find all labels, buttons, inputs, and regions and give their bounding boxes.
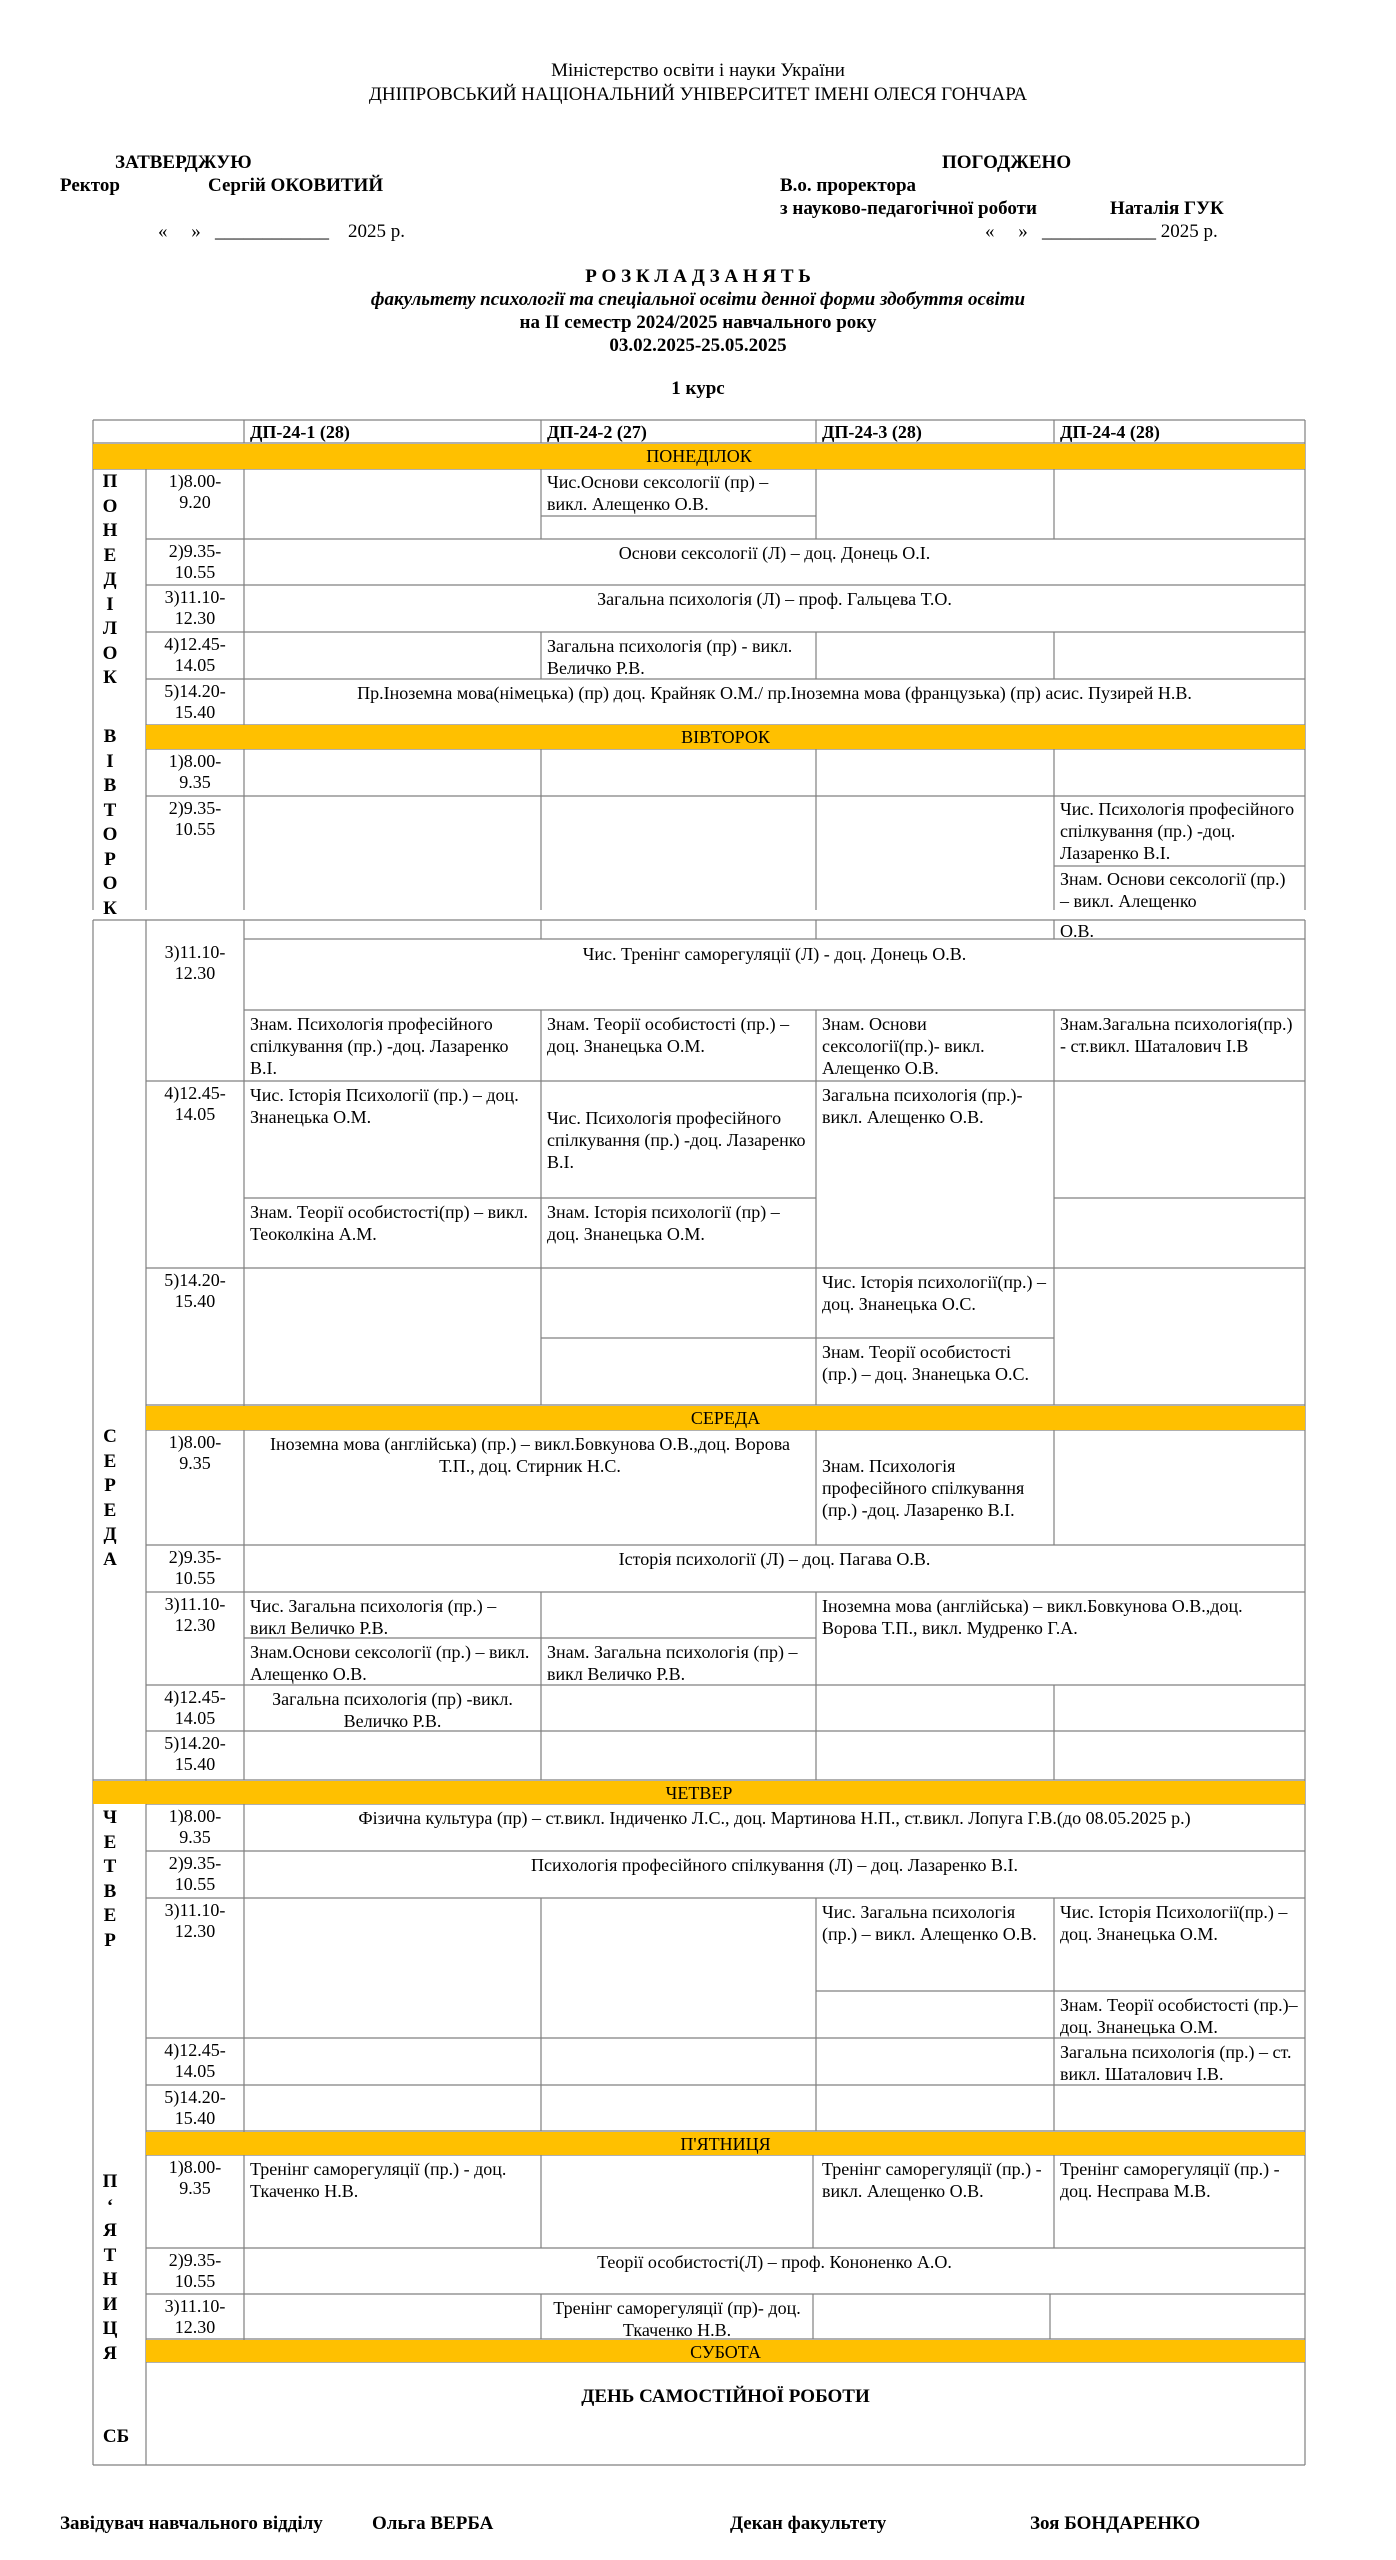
thu-p3-g3: Чис. Загальна психологія (пр.) – викл. Алещенко О.В.: [822, 1902, 1037, 1944]
tue-p3: Чис. Тренінг саморегуляції (Л) - доц. Донець О.В.: [582, 944, 967, 964]
day-header-wednesday: СЕРЕДА: [146, 1406, 1305, 1430]
time-tue-4: 4)12.45- 14.05: [164, 1083, 226, 1124]
agree-title: ПОГОДЖЕНО: [942, 152, 1072, 173]
ministry-name: Міністерство освіти і науки України: [551, 60, 845, 81]
tue-p3-g4: Знам.Загальна психологія(пр.) - ст.викл. Шаталович І.В: [1060, 1014, 1293, 1056]
group-header-2: ДП-24-2 (27): [547, 422, 647, 442]
time-wed-3: 3)11.10- 12.30: [164, 1594, 226, 1635]
time-fri-2: 2)9.35- 10.55: [168, 2250, 222, 2291]
tue-p3-g3: Знам. Основи сексології(пр.)- викл. Алещенко О.В.: [822, 1014, 985, 1078]
tue-p2-g4-b: Знам. Основи сексології (пр.) – викл. Алещенко: [1060, 869, 1286, 910]
tue-p3-g1: Знам. Психологія професійного спілкування (пр.) -доц. Лазаренко В.І.: [250, 1014, 509, 1078]
semester-line: на ІІ семестр 2024/2025 навчального року: [519, 312, 877, 333]
course-line: 1 курс: [671, 378, 725, 399]
time-thu-1: 1)8.00- 9.35: [168, 1806, 222, 1847]
tue-p4-g1-a: Чис. Історія Психології (пр.) – доц. Знанецька О.М.: [250, 1085, 519, 1127]
faculty-line: факультету психології та спеціальної освіти денної форми здобуття освіти: [370, 289, 1026, 310]
wed-p2: Історія психології (Л) – доц. Пагава О.В.: [618, 1549, 931, 1569]
time-mon-1: 1)8.00- 9.20: [168, 471, 222, 512]
time-thu-3: 3)11.10- 12.30: [164, 1900, 226, 1941]
fri-p1-g1: Тренінг саморегуляції (пр.) - доц. Ткаченко Н.В.: [250, 2159, 507, 2201]
time-fri-3: 3)11.10- 12.30: [164, 2296, 226, 2337]
footer-head-role: Завідувач навчального відділу: [60, 2513, 323, 2534]
time-wed-4: 4)12.45- 14.05: [164, 1687, 226, 1728]
approve-name: Сергій ОКОВИТИЙ: [208, 175, 384, 196]
thu-p2: Психологія професійного спілкування (Л) – доц. Лазаренко В.І.: [531, 1855, 1018, 1875]
university-name: ДНІПРОВСЬКИЙ НАЦІОНАЛЬНИЙ УНІВЕРСИТЕТ ІМЕНІ ОЛЕСЯ ГОНЧАРА: [368, 84, 1028, 105]
day-header-thursday: ЧЕТВЕР: [93, 1781, 1305, 1804]
wed-p1-g12: Іноземна мова (англійська) (пр.) – викл.Бовкунова О.В.,доц. Ворова Т.П., доц. Стирник Н.С.: [270, 1434, 790, 1476]
mon-p4-g2: Загальна психологія (пр) - викл. Величко Р.В.: [547, 636, 793, 678]
mon-p2: Основи сексології (Л) – доц. Донець О.І.: [618, 543, 931, 563]
tue-p3-g2: Знам. Теорії особистості (пр.) – доц. Знанецька О.М.: [547, 1014, 790, 1056]
wed-p1-g3: Знам. Психологія професійного спілкування (пр.) -доц. Лазаренко В.І.: [822, 1456, 1025, 1520]
footer-dean-role: Декан факультету: [730, 2513, 887, 2534]
time-thu-4: 4)12.45- 14.05: [164, 2040, 226, 2081]
vertical-label-saturday: СБ: [102, 2426, 130, 2447]
dates-line: 03.02.2025-25.05.2025: [609, 335, 787, 356]
thu-p1: Фізична культура (пр) – ст.викл. Індиченко Л.С., доц. Мартинова Н.П., ст.викл. Лопуга Г.В.(до 08.05.2025 р.): [358, 1808, 1191, 1828]
time-tue-2: 2)9.35- 10.55: [168, 798, 222, 839]
wed-p4-g1: Загальна психологія (пр) -викл. Величко Р.В.: [272, 1689, 513, 1731]
mon-p3: Загальна психологія (Л) – проф. Гальцева Т.О.: [597, 589, 952, 609]
time-wed-1: 1)8.00- 9.35: [168, 1432, 222, 1473]
thu-p3-g4-a: Чис. Історія Психології(пр.) – доц. Знанецька О.М.: [1060, 1902, 1288, 1944]
day-header-tuesday: ВІВТОРОК: [146, 725, 1305, 749]
fri-p3-g2: Тренінг саморегуляції (пр)- доц. Ткаченко Н.В.: [553, 2298, 801, 2339]
time-mon-4: 4)12.45- 14.05: [164, 634, 226, 675]
footer-head-name: Ольга ВЕРБА: [372, 2513, 494, 2534]
time-mon-2: 2)9.35- 10.55: [168, 541, 222, 582]
vertical-label-tuesday: В І В Т О Р О К: [102, 726, 118, 919]
wed-p3-g1-a: Чис. Загальна психологія (пр.) – викл Величко Р.В.: [250, 1596, 497, 1638]
vertical-label-friday: П ‘ Я Т Н И Ц Я: [102, 2171, 118, 2364]
time-tue-3: 3)11.10- 12.30: [164, 942, 226, 983]
fri-p1-g4: Тренінг саморегуляції (пр.) - доц. Несправа М.В.: [1060, 2159, 1280, 2201]
time-wed-5: 5)14.20- 15.40: [164, 1733, 226, 1774]
mon-p1-g2: Чис.Основи сексології (пр) – викл. Алещенко О.В.: [547, 472, 769, 514]
tue-p5-g3-b: Знам. Теорії особистості (пр.) – доц. Знанецька О.С.: [822, 1342, 1029, 1384]
vertical-label-monday: П О Н Е Д І Л О К: [102, 471, 118, 688]
vertical-label-wednesday: С Е Р Е Д А: [103, 1426, 117, 1570]
tue-p2-g4-c: О.В.: [1060, 921, 1095, 941]
vertical-label-thursday: Ч Е Т В Е Р: [103, 1807, 117, 1951]
fri-p2: Теорії особистості(Л) – проф. Кононенко А.О.: [597, 2252, 952, 2272]
agree-date: « » ____________ 2025 р.: [985, 221, 1218, 242]
agree-role-2: з науково-педагогічної роботи: [780, 198, 1037, 219]
day-header-saturday: СУБОТА: [146, 2340, 1305, 2362]
day-header-friday: П'ЯТНИЦЯ: [146, 2132, 1305, 2155]
time-tue-1: 1)8.00- 9.35: [168, 751, 222, 792]
wed-p3-g1-b: Знам.Основи сексології (пр.) – викл. Алещенко О.В.: [250, 1642, 530, 1684]
tue-p5-g3-a: Чис. Історія психології(пр.) – доц. Знанецька О.С.: [822, 1272, 1047, 1314]
tue-p4-g2-a: Чис. Психологія професійного спілкування (пр.) -доц. Лазаренко В.І.: [547, 1108, 806, 1172]
time-tue-5: 5)14.20- 15.40: [164, 1270, 226, 1311]
day-header-monday: ПОНЕДІЛОК: [93, 444, 1305, 469]
time-mon-5: 5)14.20- 15.40: [164, 681, 226, 722]
mon-p5: Пр.Іноземна мова(німецька) (пр) доц. Крайняк О.М./ пр.Іноземна мова (французька) (пр) асис. Пузирей Н.В.: [357, 683, 1192, 703]
approve-date: « » ____________ 2025 р.: [158, 221, 405, 242]
wed-p3-g2-b: Знам. Загальна психологія (пр) – викл Величко Р.В.: [547, 1642, 798, 1684]
group-header-1: ДП-24-1 (28): [250, 422, 350, 442]
agree-name: Наталія ГУК: [1110, 198, 1224, 219]
group-header-4: ДП-24-4 (28): [1060, 422, 1160, 442]
footer-dean-name: Зоя БОНДАРЕНКО: [1030, 2513, 1201, 2534]
thu-p3-g4-b: Знам. Теорії особистості (пр.)– доц. Знанецька О.М.: [1060, 1995, 1298, 2037]
time-thu-2: 2)9.35- 10.55: [168, 1853, 222, 1894]
approve-title: ЗАТВЕРДЖУЮ: [115, 152, 252, 173]
time-mon-3: 3)11.10- 12.30: [164, 587, 226, 628]
tue-p4-g2-b: Знам. Історія психології (пр) – доц. Знанецька О.М.: [547, 1202, 780, 1244]
tue-p4-g1-b: Знам. Теорії особистості(пр) – викл. Теоколкіна А.М.: [250, 1202, 528, 1244]
wed-p3-g34: Іноземна мова (англійська) – викл.Бовкунова О.В.,доц. Ворова Т.П., викл. Мудренко Г.А.: [822, 1596, 1243, 1638]
time-thu-5: 5)14.20- 15.40: [164, 2087, 226, 2128]
schedule-title: Р О З К Л А Д З А Н Я Т Ь: [585, 266, 811, 287]
sat-self-study: ДЕНЬ САМОСТІЙНОЇ РОБОТИ: [581, 2386, 870, 2407]
approve-role: Ректор: [60, 175, 120, 196]
time-fri-1: 1)8.00- 9.35: [168, 2157, 222, 2198]
group-header-3: ДП-24-3 (28): [822, 422, 922, 442]
thu-p4-g4: Загальна психологія (пр.) – ст. викл. Шаталович І.В.: [1060, 2042, 1292, 2084]
agree-role-1: В.о. проректора: [780, 175, 917, 196]
tue-p2-g4-a: Чис. Психологія професійного спілкування (пр.) -доц. Лазаренко В.І.: [1060, 799, 1295, 863]
tue-p4-g3: Загальна психологія (пр.)- викл. Алещенко О.В.: [822, 1085, 1023, 1127]
fri-p1-g3: Тренінг саморегуляції (пр.) - викл. Алещенко О.В.: [822, 2159, 1042, 2201]
time-wed-2: 2)9.35- 10.55: [168, 1547, 222, 1588]
